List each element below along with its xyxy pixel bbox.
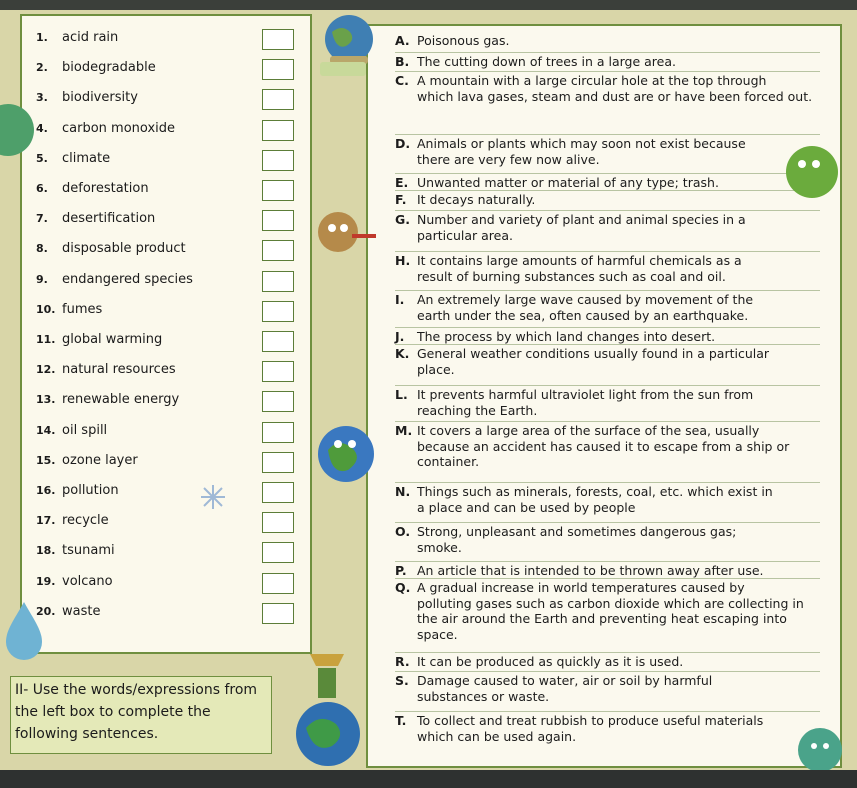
definition-text: It covers a large area of the surface of the sea, usually [417, 423, 760, 438]
definition-text: Poisonous gas. [417, 33, 510, 48]
answer-box[interactable] [262, 120, 294, 141]
word-number: 20. [36, 604, 56, 618]
word-item [36, 513, 109, 528]
definition-continuation: smoke. [417, 539, 462, 555]
definition-continuation: a place and can be used by people [417, 499, 636, 515]
definition-item [395, 54, 820, 70]
answer-box[interactable] [262, 210, 294, 231]
word-text: disposable product [62, 241, 186, 257]
word-number: 1. [36, 31, 48, 44]
definition-item [395, 713, 820, 744]
answer-box[interactable] [262, 452, 294, 473]
word-number: 3. [36, 91, 48, 105]
recycle-earth-icon [782, 140, 846, 204]
sick-earth-icon [312, 420, 376, 490]
definition-continuation: particular area. [417, 227, 513, 243]
answer-box[interactable] [262, 150, 294, 171]
answer-box[interactable] [262, 29, 294, 50]
definition-letter: E. [395, 175, 409, 190]
definition-continuation: reaching the Earth. [417, 402, 538, 418]
word-number: 14. [36, 423, 56, 437]
definition-continuation: which can be used again. [417, 728, 577, 744]
word-item [36, 543, 115, 558]
definition-item [395, 73, 820, 104]
answer-box[interactable] [262, 422, 294, 443]
separator-line [395, 210, 820, 211]
definition-item [395, 387, 820, 418]
separator-line [395, 173, 820, 174]
definition-item [395, 654, 820, 670]
water-drop-icon [4, 600, 44, 660]
word-number: 6. [36, 182, 48, 195]
answer-box[interactable] [262, 542, 294, 563]
word-text: biodiversity [62, 90, 138, 106]
definition-text: General weather conditions usually found in a particular [417, 346, 770, 361]
answer-box[interactable] [262, 301, 294, 322]
separator-line [395, 71, 820, 72]
definition-text: Unwanted matter or material of any type; trash. [417, 175, 719, 190]
definition-letter: A. [395, 33, 410, 48]
definition-text: Number and variety of plant and animal species in a [417, 212, 746, 227]
definition-letter: S. [395, 673, 409, 688]
definition-item [395, 33, 820, 49]
word-item [36, 241, 186, 256]
definition-item [395, 673, 820, 704]
answer-box[interactable] [262, 180, 294, 201]
definition-continuation: earth under the sea, often caused by an earthquake. [417, 307, 749, 323]
word-number: 12. [36, 363, 56, 377]
definition-item [395, 292, 820, 323]
answer-box[interactable] [262, 573, 294, 594]
definition-letter: B. [395, 54, 410, 69]
definition-letter: F. [395, 192, 407, 207]
definition-text: To collect and treat rubbish to produce useful materials [417, 713, 764, 728]
word-number: 13. [36, 393, 56, 407]
definition-item [395, 212, 820, 243]
earth-with-hat-icon [286, 648, 370, 768]
word-number: 15. [36, 453, 56, 467]
definition-text: It decays naturally. [417, 192, 536, 207]
word-number: 10. [36, 302, 56, 316]
answer-box[interactable] [262, 482, 294, 503]
word-number: 4. [36, 121, 48, 135]
waving-earth-icon [790, 722, 850, 774]
definition-continuation: place. [417, 361, 455, 377]
word-item [36, 302, 102, 317]
answer-box[interactable] [262, 271, 294, 292]
word-number: 8. [36, 242, 48, 256]
separator-line [395, 134, 820, 135]
definition-letter: G. [395, 212, 411, 227]
word-item [36, 574, 113, 589]
definition-continuation: because an accident has caused it to escape from a ship or container. [417, 438, 790, 469]
answer-box[interactable] [262, 59, 294, 80]
word-number: 17. [36, 514, 56, 528]
word-number: 19. [36, 574, 56, 588]
answer-box[interactable] [262, 361, 294, 382]
definition-item [395, 136, 820, 167]
definition-item [395, 580, 820, 642]
definition-item [395, 346, 820, 377]
earth-sign-icon [318, 58, 368, 82]
sad-face-icon [312, 208, 378, 254]
separator-line [395, 578, 820, 579]
word-text: waste [62, 603, 101, 619]
separator-line [395, 421, 820, 422]
definition-item [395, 192, 820, 208]
word-item [36, 151, 110, 166]
definition-continuation: there are very few now alive. [417, 151, 600, 167]
definition-continuation: polluting gases such as carbon dioxide which are collecting in the air around the Earth and preventing heat escaping into space. [417, 595, 804, 642]
separator-line [395, 671, 820, 672]
separator-line [395, 385, 820, 386]
instruction-box: II- Use the words/expressions from the left box to complete the following sentences. [10, 676, 272, 754]
word-item [36, 453, 138, 468]
word-text: ozone layer [62, 452, 138, 468]
definition-letter: Q. [395, 580, 411, 595]
word-number: 16. [36, 484, 56, 497]
separator-line [395, 561, 820, 562]
word-number: 9. [36, 272, 48, 286]
definition-text: It can be produced as quickly as it is used. [417, 654, 684, 669]
definition-item [395, 484, 820, 515]
word-number: 11. [36, 333, 56, 346]
definition-item [395, 524, 820, 555]
definition-continuation: result of burning substances such as coal and oil. [417, 268, 726, 284]
answer-box[interactable] [262, 240, 294, 261]
word-text: desertification [62, 211, 156, 227]
separator-line [395, 482, 820, 483]
answer-box[interactable] [262, 331, 294, 352]
definition-letter: O. [395, 524, 411, 539]
word-item [36, 121, 175, 136]
top-band [0, 0, 857, 10]
separator-line [395, 251, 820, 252]
word-item [36, 604, 100, 619]
word-number: 7. [36, 212, 48, 226]
definition-text: A mountain with a large circular hole at the top through [417, 73, 767, 88]
separator-line [395, 52, 820, 53]
definition-item [395, 563, 820, 579]
word-item [36, 211, 155, 226]
definition-letter: K. [395, 346, 410, 361]
word-text: biodegradable [62, 60, 156, 76]
definition-letter: D. [395, 136, 411, 151]
definition-text: Animals or plants which may soon not exist because [417, 136, 746, 151]
definition-text: Things such as minerals, forests, coal, etc. which exist in [417, 484, 773, 499]
definition-text: The cutting down of trees in a large area. [417, 54, 676, 69]
definition-letter: L. [395, 387, 408, 402]
definition-letter: J. [395, 329, 405, 344]
definition-continuation: substances or waste. [417, 688, 550, 704]
definition-letter: P. [395, 563, 407, 578]
separator-line [395, 711, 820, 712]
separator-line [395, 327, 820, 328]
word-text: volcano [62, 573, 113, 589]
word-item [36, 90, 138, 105]
word-text: deforestation [62, 181, 149, 196]
definition-item [395, 423, 820, 470]
word-item [36, 392, 179, 407]
word-item [36, 272, 193, 287]
definition-text: The process by which land changes into desert. [417, 329, 716, 344]
definition-letter: T. [395, 713, 407, 728]
word-text: fumes [62, 301, 103, 317]
definition-letter: M. [395, 423, 413, 438]
word-number: 18. [36, 544, 56, 558]
definition-text: An article that is intended to be thrown away after use. [417, 563, 764, 578]
word-text: pollution [62, 483, 119, 498]
word-text: climate [62, 150, 111, 166]
bottom-band [0, 770, 857, 788]
word-text: natural resources [62, 362, 176, 378]
word-text: carbon monoxide [62, 120, 176, 136]
separator-line [395, 344, 820, 345]
definition-letter: R. [395, 654, 410, 669]
word-text: endangered species [62, 271, 193, 287]
definition-text: A gradual increase in world temperatures caused by [417, 580, 745, 595]
word-item [36, 362, 176, 377]
word-number: 5. [36, 151, 48, 165]
definition-letter: C. [395, 73, 409, 88]
definition-text: An extremely large wave caused by movement of the [417, 292, 754, 307]
word-text: recycle [62, 513, 109, 529]
definition-letter: H. [395, 253, 411, 268]
word-item [36, 483, 119, 498]
definition-text: It prevents harmful ultraviolet light from the sun from [417, 387, 754, 402]
definition-item [395, 175, 820, 191]
word-text: oil spill [62, 422, 108, 438]
definition-item [395, 329, 820, 345]
word-item [36, 423, 107, 438]
snowflake-icon [200, 484, 226, 510]
word-item [36, 181, 149, 196]
separator-line [395, 290, 820, 291]
separator-line [395, 652, 820, 653]
word-text: tsunami [62, 543, 115, 559]
word-text: acid rain [62, 30, 119, 45]
definition-item [395, 253, 820, 284]
answer-box[interactable] [262, 603, 294, 624]
word-text: renewable energy [62, 392, 180, 408]
answer-box[interactable] [262, 512, 294, 533]
definition-text: It contains large amounts of harmful chemicals as a [417, 253, 742, 268]
word-number: 2. [36, 61, 48, 75]
word-item [36, 332, 162, 347]
word-item [36, 60, 156, 75]
definition-continuation: which lava gases, steam and dust are or have been forced out. [417, 88, 813, 104]
globe-corner-icon [0, 100, 36, 160]
definition-letter: N. [395, 484, 411, 499]
definition-letter: I. [395, 292, 405, 307]
word-item [36, 30, 118, 45]
separator-line [395, 190, 820, 191]
separator-line [395, 522, 820, 523]
answer-box[interactable] [262, 89, 294, 110]
definition-text: Damage caused to water, air or soil by harmful [417, 673, 713, 688]
word-text: global warming [62, 332, 163, 347]
answer-box[interactable] [262, 391, 294, 412]
definition-text: Strong, unpleasant and sometimes dangerous gas; [417, 524, 737, 539]
